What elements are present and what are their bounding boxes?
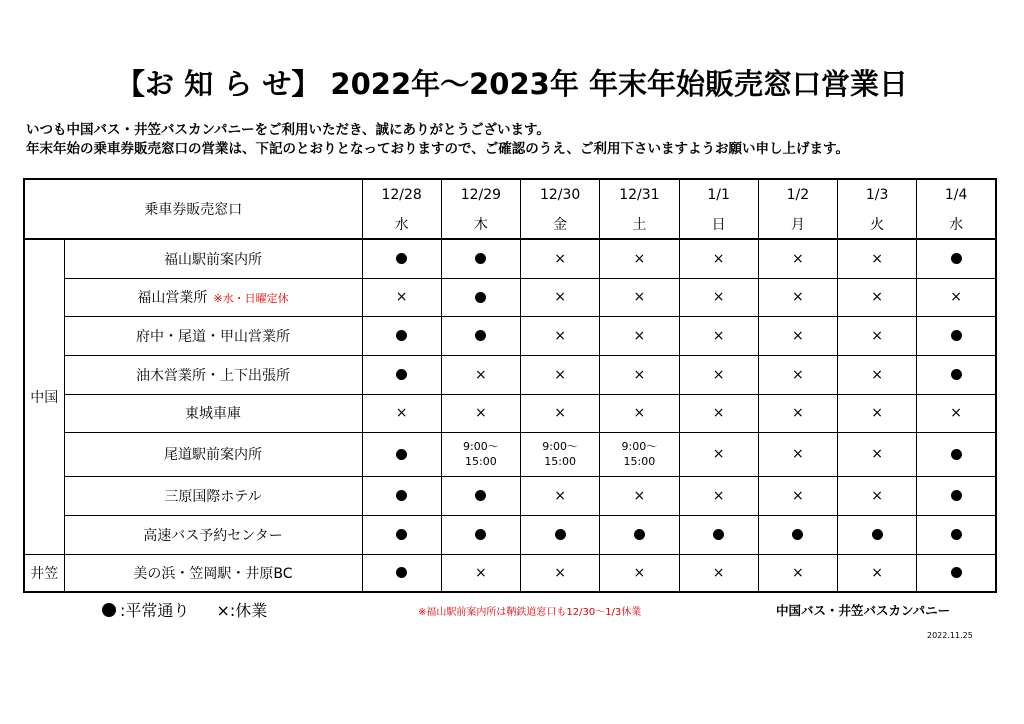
open-dot-icon bbox=[951, 567, 962, 578]
open-dot-icon bbox=[475, 292, 486, 303]
day-header: 月 bbox=[758, 209, 837, 239]
office-name-cell bbox=[64, 515, 362, 554]
closed-cross-icon: × bbox=[792, 366, 804, 383]
status-cell bbox=[362, 515, 441, 554]
group-label: 中国 bbox=[24, 239, 64, 554]
status-cell bbox=[521, 554, 600, 592]
status-cell bbox=[758, 316, 837, 355]
table-row bbox=[24, 355, 996, 394]
open-dot-icon bbox=[396, 490, 407, 501]
closed-cross-icon: × bbox=[871, 487, 883, 504]
open-dot-icon bbox=[951, 529, 962, 540]
table-row bbox=[24, 432, 996, 476]
office-name-cell bbox=[64, 394, 362, 432]
office-name: 三原国際ホテル bbox=[164, 488, 262, 505]
status-cell bbox=[441, 278, 520, 316]
status-cell bbox=[441, 432, 520, 476]
status-cell bbox=[917, 278, 996, 316]
status-cell bbox=[600, 554, 679, 592]
closed-cross-icon: × bbox=[633, 327, 646, 344]
day-header: 水 bbox=[362, 209, 441, 239]
closed-cross-icon: × bbox=[950, 289, 962, 305]
closed-cross-icon: × bbox=[554, 487, 566, 504]
closed-cross-icon: × bbox=[633, 487, 646, 504]
status-cell bbox=[521, 515, 600, 554]
status-cell bbox=[600, 394, 679, 432]
status-cell bbox=[679, 432, 758, 476]
status-cell bbox=[917, 239, 996, 278]
open-dot-icon bbox=[396, 449, 407, 460]
date-header: 12/30 bbox=[521, 179, 600, 209]
office-note: ※水・日曜定休 bbox=[213, 292, 289, 305]
status-cell bbox=[362, 239, 441, 278]
closed-cross-icon: × bbox=[712, 405, 725, 421]
closed-cross-icon: × bbox=[712, 564, 725, 581]
status-cell bbox=[600, 239, 679, 278]
table-row bbox=[24, 239, 996, 278]
status-cell bbox=[679, 316, 758, 355]
status-cell bbox=[441, 394, 520, 432]
status-cell bbox=[362, 278, 441, 316]
status-cell bbox=[679, 476, 758, 515]
status-cell bbox=[758, 355, 837, 394]
closed-cross-icon: × bbox=[554, 327, 566, 344]
status-cell bbox=[758, 515, 837, 554]
closed-cross-icon: × bbox=[475, 564, 487, 581]
status-cell bbox=[838, 355, 917, 394]
status-cell bbox=[521, 476, 600, 515]
status-cell bbox=[441, 554, 520, 592]
status-cell bbox=[521, 355, 600, 394]
office-name: 東城車庫 bbox=[185, 406, 241, 422]
closed-cross-icon: × bbox=[792, 446, 804, 462]
date-header: 12/31 bbox=[600, 179, 679, 209]
closed-cross-icon: × bbox=[871, 366, 883, 383]
hours-text bbox=[600, 439, 678, 469]
hours-start: 9:00～ bbox=[621, 440, 658, 453]
closed-cross-icon: × bbox=[792, 405, 804, 421]
open-dot-icon bbox=[396, 369, 407, 380]
closed-cross-icon: × bbox=[950, 405, 962, 421]
status-cell bbox=[521, 316, 600, 355]
closed-cross-icon: × bbox=[712, 289, 725, 305]
status-cell bbox=[758, 394, 837, 432]
intro-text bbox=[26, 121, 1006, 159]
office-name: 尾道駅前案内所 bbox=[164, 447, 262, 463]
office-name: 美の浜・笠岡駅・井原BC bbox=[133, 565, 293, 582]
legend-closed-label: :休業 bbox=[229, 601, 268, 620]
closed-cross-icon: × bbox=[554, 250, 566, 267]
closed-cross-icon: × bbox=[712, 446, 725, 462]
closed-cross-icon: × bbox=[712, 366, 725, 383]
date-header: 12/29 bbox=[441, 179, 520, 209]
page-title: 【お 知 ら せ】 2022年～2023年 年末年始販売窓口営業日 bbox=[116, 67, 908, 101]
header-row-dates bbox=[24, 179, 996, 209]
status-cell bbox=[917, 355, 996, 394]
legend-open-label: :平常通り bbox=[120, 601, 190, 620]
status-cell bbox=[362, 432, 441, 476]
open-dot-icon bbox=[475, 253, 486, 264]
table-row bbox=[24, 316, 996, 355]
status-cell bbox=[441, 355, 520, 394]
status-cell bbox=[521, 239, 600, 278]
closed-cross-icon: × bbox=[792, 289, 804, 305]
hours-text bbox=[442, 439, 520, 469]
status-cell bbox=[838, 239, 917, 278]
open-dot-icon bbox=[713, 529, 724, 540]
footnote: ※福山駅前案内所は鞆鉄道窓口も12/30～1/3休業 bbox=[418, 607, 642, 618]
status-cell bbox=[758, 432, 837, 476]
closed-cross-icon: × bbox=[216, 601, 230, 620]
closed-cross-icon: × bbox=[712, 327, 725, 344]
office-name-cell bbox=[64, 476, 362, 515]
status-cell bbox=[679, 554, 758, 592]
open-dot-icon bbox=[792, 529, 803, 540]
hours-start: 9:00～ bbox=[463, 440, 499, 453]
status-cell bbox=[838, 316, 917, 355]
table-row bbox=[24, 554, 996, 592]
status-cell bbox=[838, 278, 917, 316]
closed-cross-icon: × bbox=[395, 405, 408, 421]
open-dot-icon bbox=[951, 369, 962, 380]
status-cell bbox=[600, 316, 679, 355]
office-name-cell bbox=[64, 239, 362, 278]
open-dot-icon bbox=[951, 330, 962, 341]
closed-cross-icon: × bbox=[554, 366, 566, 383]
closed-cross-icon: × bbox=[475, 366, 487, 383]
open-dot-icon bbox=[396, 567, 407, 578]
company-name: 中国バス・井笠バスカンパニー bbox=[776, 603, 951, 618]
closed-cross-icon: × bbox=[871, 289, 883, 305]
status-cell bbox=[679, 355, 758, 394]
status-cell bbox=[600, 355, 679, 394]
closed-cross-icon: × bbox=[554, 564, 566, 581]
status-cell bbox=[521, 394, 600, 432]
open-dot-icon bbox=[475, 490, 486, 501]
status-cell bbox=[679, 239, 758, 278]
day-header: 木 bbox=[441, 209, 520, 239]
date-header: 1/3 bbox=[838, 179, 917, 209]
status-cell bbox=[679, 515, 758, 554]
issued-date: 2022.11.25 bbox=[927, 631, 973, 640]
status-cell bbox=[917, 476, 996, 515]
closed-cross-icon: × bbox=[633, 405, 646, 421]
status-cell bbox=[600, 278, 679, 316]
status-cell bbox=[521, 278, 600, 316]
status-cell bbox=[441, 515, 520, 554]
day-header: 日 bbox=[679, 209, 758, 239]
status-cell bbox=[362, 476, 441, 515]
open-dot-icon bbox=[396, 253, 407, 264]
closed-cross-icon: × bbox=[792, 487, 804, 504]
office-name-cell bbox=[64, 432, 362, 476]
office-name: 高速バス予約センター bbox=[143, 527, 283, 544]
closed-cross-icon: × bbox=[475, 405, 487, 421]
closed-cross-icon: × bbox=[871, 250, 883, 267]
status-cell bbox=[917, 554, 996, 592]
closed-cross-icon: × bbox=[554, 289, 566, 305]
closed-cross-icon: × bbox=[792, 250, 804, 267]
closed-cross-icon: × bbox=[712, 250, 725, 267]
status-cell bbox=[838, 515, 917, 554]
status-cell bbox=[679, 394, 758, 432]
status-cell bbox=[838, 432, 917, 476]
office-name-cell bbox=[64, 355, 362, 394]
day-header: 土 bbox=[600, 209, 679, 239]
status-cell bbox=[758, 554, 837, 592]
day-header: 金 bbox=[521, 209, 600, 239]
open-dot-icon bbox=[872, 529, 883, 540]
closed-cross-icon: × bbox=[633, 250, 646, 267]
status-cell bbox=[758, 239, 837, 278]
status-cell bbox=[838, 476, 917, 515]
open-dot-icon bbox=[475, 529, 486, 540]
office-name: 油木営業所・上下出張所 bbox=[136, 367, 290, 384]
date-header: 1/4 bbox=[917, 179, 996, 209]
office-name-cell bbox=[64, 278, 362, 316]
legend-open bbox=[102, 598, 189, 621]
closed-cross-icon: × bbox=[633, 366, 646, 383]
hours-start: 9:00～ bbox=[542, 440, 578, 453]
table-row bbox=[24, 278, 996, 316]
open-dot-icon bbox=[475, 330, 486, 341]
office-name: 福山営業所 bbox=[137, 290, 208, 306]
closed-cross-icon: × bbox=[871, 327, 883, 344]
intro-line-2: 年末年始の乗車券販売窓口の営業は、下記のとおりとなっておりますので、ご確認のうえ、ご利用下さいますようお願い申し上げます。 bbox=[26, 141, 849, 157]
open-dot-icon bbox=[951, 490, 962, 501]
status-cell bbox=[679, 278, 758, 316]
closed-cross-icon: × bbox=[792, 564, 804, 581]
legend bbox=[102, 598, 289, 621]
table-row bbox=[24, 476, 996, 515]
day-header: 火 bbox=[838, 209, 917, 239]
open-dot-icon bbox=[951, 449, 962, 460]
status-cell bbox=[917, 316, 996, 355]
closed-cross-icon: × bbox=[712, 487, 725, 504]
office-name: 福山駅前案内所 bbox=[164, 251, 262, 268]
hours-end: 15:00 bbox=[544, 455, 576, 468]
table-row bbox=[24, 515, 996, 554]
date-header: 12/28 bbox=[362, 179, 441, 209]
closed-cross-icon: × bbox=[554, 405, 566, 421]
status-cell bbox=[441, 316, 520, 355]
group-label: 井笠 bbox=[24, 554, 64, 592]
open-dot-icon bbox=[634, 529, 645, 540]
date-header: 1/1 bbox=[679, 179, 758, 209]
date-header: 1/2 bbox=[758, 179, 837, 209]
status-cell bbox=[362, 355, 441, 394]
header-label: 乗車券販売窓口 bbox=[24, 179, 362, 239]
office-name-cell bbox=[64, 316, 362, 355]
status-cell bbox=[441, 239, 520, 278]
office-name: 府中・尾道・甲山営業所 bbox=[136, 328, 290, 345]
status-cell bbox=[600, 515, 679, 554]
status-cell bbox=[917, 515, 996, 554]
closed-cross-icon: × bbox=[395, 289, 408, 305]
closed-cross-icon: × bbox=[633, 289, 646, 305]
closed-cross-icon: × bbox=[871, 564, 883, 581]
day-header: 水 bbox=[917, 209, 996, 239]
status-cell bbox=[758, 278, 837, 316]
status-cell bbox=[600, 432, 679, 476]
status-cell bbox=[600, 476, 679, 515]
hours-end: 15:00 bbox=[465, 455, 497, 468]
hours-text bbox=[521, 439, 599, 469]
status-cell bbox=[441, 476, 520, 515]
open-dot-icon bbox=[102, 603, 116, 617]
status-cell bbox=[917, 432, 996, 476]
status-cell bbox=[362, 554, 441, 592]
office-name-cell bbox=[64, 554, 362, 592]
schedule-table bbox=[23, 178, 997, 593]
open-dot-icon bbox=[396, 529, 407, 540]
closed-cross-icon: × bbox=[633, 564, 646, 581]
intro-line-1: いつも中国バス・井笠バスカンパニーをご利用いただき、誠にありがとうございます。 bbox=[26, 122, 550, 138]
closed-cross-icon: × bbox=[792, 327, 804, 344]
open-dot-icon bbox=[555, 529, 566, 540]
legend-closed bbox=[217, 598, 268, 621]
status-cell bbox=[521, 432, 600, 476]
status-cell bbox=[838, 554, 917, 592]
table-row bbox=[24, 394, 996, 432]
status-cell bbox=[362, 316, 441, 355]
closed-cross-icon: × bbox=[871, 405, 883, 421]
open-dot-icon bbox=[951, 253, 962, 264]
status-cell bbox=[362, 394, 441, 432]
status-cell bbox=[838, 394, 917, 432]
hours-end: 15:00 bbox=[623, 455, 656, 468]
status-cell bbox=[917, 394, 996, 432]
status-cell bbox=[758, 476, 837, 515]
open-dot-icon bbox=[396, 330, 407, 341]
closed-cross-icon: × bbox=[871, 446, 883, 462]
